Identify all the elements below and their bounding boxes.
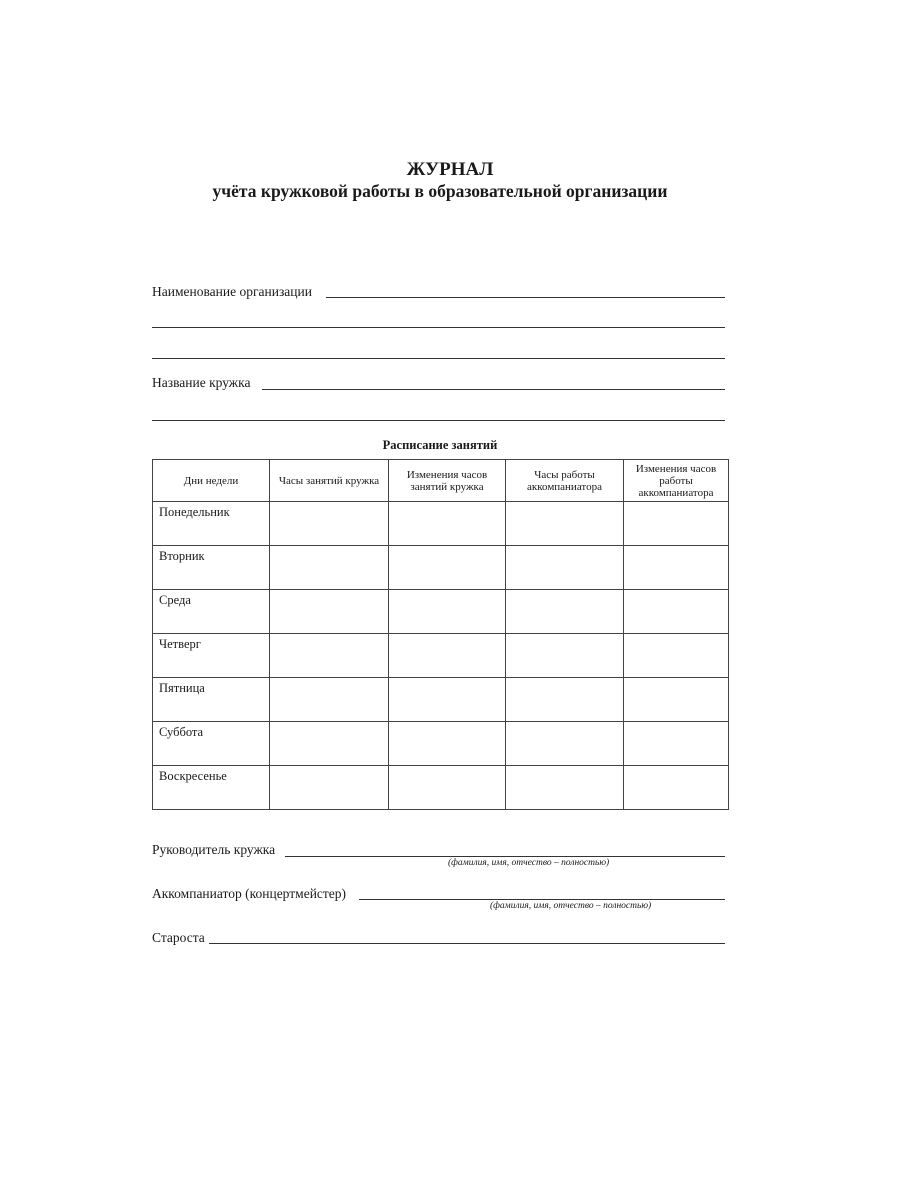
accompanist-line[interactable] (359, 899, 725, 900)
club-hours-changes-cell[interactable] (389, 678, 506, 722)
leader-hint: (фамилия, имя, отчество – полностью) (448, 858, 610, 868)
club-hours-changes-cell[interactable] (389, 722, 506, 766)
club-hours-cell[interactable] (270, 678, 389, 722)
club-name-label: Название кружка (152, 375, 251, 390)
day-cell: Вторник (153, 546, 270, 590)
table-row (153, 590, 729, 634)
headman-label: Староста (152, 930, 205, 945)
column-header-club-hours: Часы занятий кружка (270, 460, 389, 502)
accompanist-hours-changes-cell[interactable] (624, 546, 729, 590)
day-cell: Четверг (153, 634, 270, 678)
table-row (153, 502, 729, 546)
club-name-line[interactable] (262, 389, 725, 390)
accompanist-hint: (фамилия, имя, отчество – полностью) (490, 901, 652, 911)
club-hours-cell[interactable] (270, 502, 389, 546)
club-hours-changes-cell[interactable] (389, 502, 506, 546)
accompanist-hours-changes-cell[interactable] (624, 722, 729, 766)
schedule-table (152, 459, 729, 810)
accompanist-hours-changes-cell[interactable] (624, 634, 729, 678)
headman-line[interactable] (209, 943, 725, 944)
club-hours-changes-cell[interactable] (389, 590, 506, 634)
club-hours-changes-cell[interactable] (389, 766, 506, 810)
leader-line[interactable] (285, 856, 725, 857)
accompanist-hours-cell[interactable] (506, 678, 624, 722)
organization-line-2[interactable] (152, 327, 725, 328)
accompanist-hours-changes-cell[interactable] (624, 590, 729, 634)
club-hours-cell[interactable] (270, 546, 389, 590)
day-cell: Понедельник (153, 502, 270, 546)
accompanist-hours-cell[interactable] (506, 502, 624, 546)
schedule-title: Расписание занятий (382, 438, 498, 452)
club-hours-cell[interactable] (270, 722, 389, 766)
club-hours-changes-cell[interactable] (389, 546, 506, 590)
club-hours-cell[interactable] (270, 634, 389, 678)
schedule-header-row (153, 460, 729, 502)
club-hours-cell[interactable] (270, 590, 389, 634)
column-header-days: Дни недели (153, 460, 270, 502)
day-cell: Пятница (153, 678, 270, 722)
column-header-club-hours-changes: Изменения часов занятий кружка (389, 460, 506, 502)
accompanist-hours-cell[interactable] (506, 546, 624, 590)
document-title: ЖУРНАЛ (406, 159, 494, 180)
club-hours-cell[interactable] (270, 766, 389, 810)
organization-line-3[interactable] (152, 358, 725, 359)
column-header-accompanist-hours: Часы работы аккомпаниатора (506, 460, 624, 502)
day-cell: Суббота (153, 722, 270, 766)
organization-line[interactable] (326, 297, 725, 298)
accompanist-label: Аккомпаниатор (концертмейстер) (152, 886, 347, 901)
day-cell: Среда (153, 590, 270, 634)
table-row (153, 634, 729, 678)
accompanist-hours-changes-cell[interactable] (624, 766, 729, 810)
club-name-line-2[interactable] (152, 420, 725, 421)
table-row (153, 766, 729, 810)
accompanist-hours-changes-cell[interactable] (624, 678, 729, 722)
accompanist-hours-cell[interactable] (506, 590, 624, 634)
document-subtitle: учёта кружковой работы в образовательной организации (212, 181, 668, 201)
table-row (153, 722, 729, 766)
accompanist-hours-cell[interactable] (506, 634, 624, 678)
leader-label: Руководитель кружка (152, 842, 276, 857)
accompanist-hours-changes-cell[interactable] (624, 502, 729, 546)
column-header-accompanist-hours-changes: Изменения часов работы аккомпаниатора (624, 460, 729, 502)
table-row (153, 678, 729, 722)
day-cell: Воскресенье (153, 766, 270, 810)
accompanist-hours-cell[interactable] (506, 722, 624, 766)
accompanist-hours-cell[interactable] (506, 766, 624, 810)
organization-label: Наименование организации (152, 284, 312, 299)
club-hours-changes-cell[interactable] (389, 634, 506, 678)
table-row (153, 546, 729, 590)
